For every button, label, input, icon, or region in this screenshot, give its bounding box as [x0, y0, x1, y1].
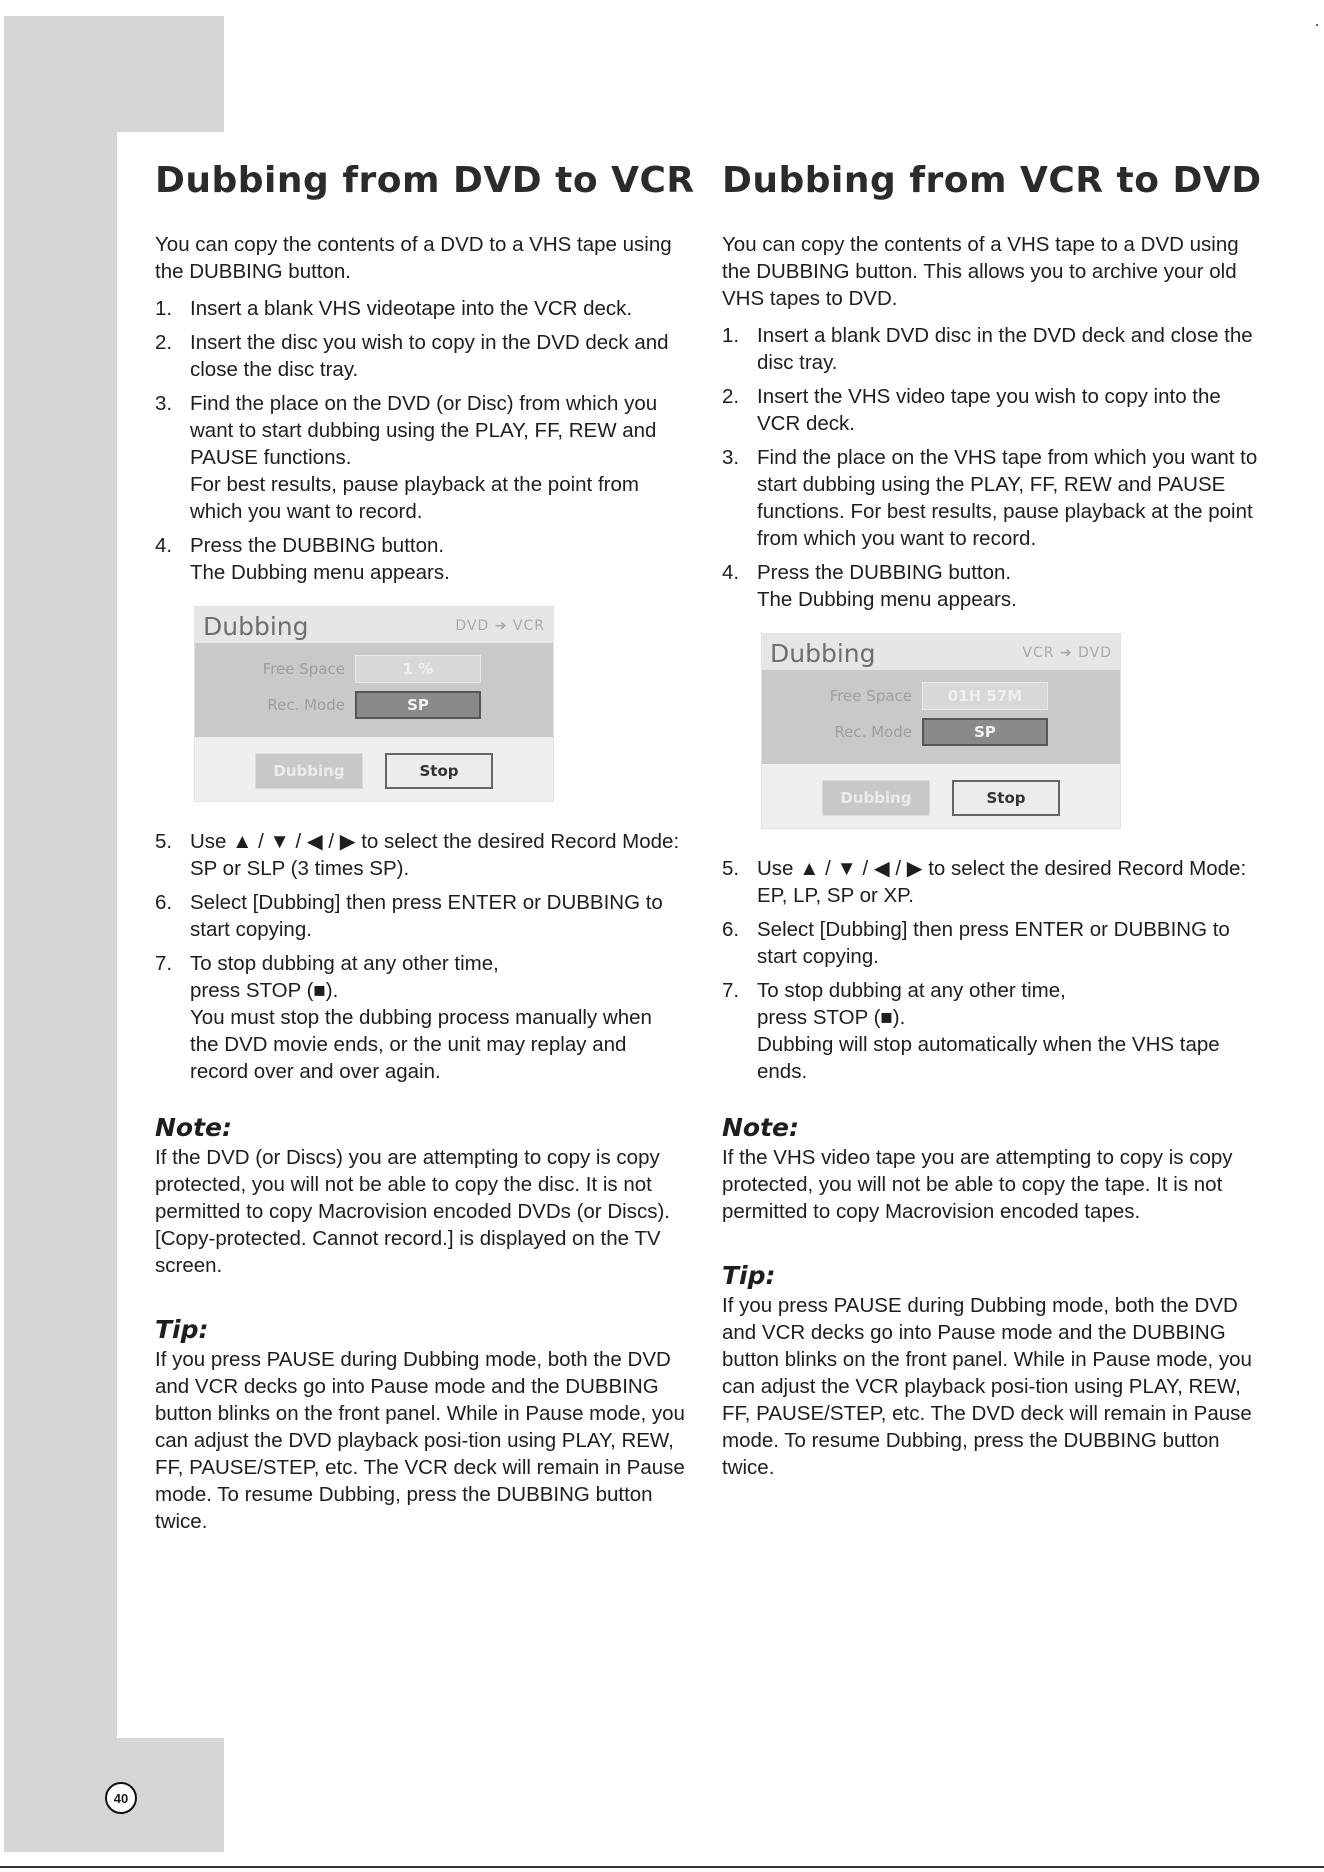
step-text: Insert the VHS video tape you wish to copy into the VCR deck. [757, 385, 1221, 435]
left-step-5 [155, 828, 685, 882]
step-number: 3. [722, 446, 740, 469]
menu-body [762, 670, 1120, 764]
right-tip-text: If you press PAUSE during Dubbing mode, both the DVD and VCR decks go into Pause mode and the DUBBING button blinks on the front panel. While in Pause mode, you can adjust the VCR playback posi-tion using PLAY, REW, FF, PAUSE/STEP, etc. The DVD deck will remain in Pause mode. To resume Dubbing, press the DUBBING button twice. [722, 1294, 1252, 1479]
step-text: Select [Dubbing] then press ENTER or DUBBING to start copying. [757, 918, 1230, 968]
menu-header [195, 607, 553, 643]
dubbing-button[interactable]: Dubbing [255, 753, 363, 789]
right-step-2 [722, 383, 1262, 437]
right-steps-a [722, 322, 1262, 613]
step-number: 1. [155, 297, 173, 320]
stop-button[interactable]: Stop [385, 753, 493, 789]
page-number: 40 [105, 1782, 137, 1814]
rec-mode-label: Rec. Mode [834, 723, 912, 741]
step-number: 4. [722, 561, 740, 584]
step-number: 4. [155, 534, 173, 557]
menu-body [195, 643, 553, 737]
step-text: Use ▲ / ▼ / ◀ / ▶ to select the desired Record Mode: SP or SLP (3 times SP). [190, 830, 680, 880]
right-heading: Dubbing from VCR to DVD [722, 160, 1262, 201]
menu-footer [195, 737, 553, 801]
menu-footer [762, 764, 1120, 828]
step-number: 6. [722, 918, 740, 941]
step-extra: The Dubbing menu appears. [757, 588, 1017, 611]
step-extra: You must stop the dubbing process manually when the DVD movie ends, or the unit may replay and record over and over again. [190, 1006, 652, 1083]
step-extra: Dubbing will stop automatically when the VHS tape ends. [757, 1033, 1220, 1083]
left-step-4 [155, 532, 685, 586]
menu-title: Dubbing [770, 638, 876, 668]
step-text: Press the DUBBING button. [190, 534, 445, 557]
page-bottom-rule [0, 1866, 1324, 1868]
step-text: Select [Dubbing] then press ENTER or DUBBING to start copying. [190, 891, 663, 941]
step-text: Press the DUBBING button. [757, 561, 1012, 584]
left-heading: Dubbing from DVD to VCR [155, 160, 695, 201]
step-text: Use ▲ / ▼ / ◀ / ▶ to select the desired Record Mode: EP, LP, SP or XP. [757, 857, 1247, 907]
right-step-1 [722, 322, 1262, 376]
left-column [155, 160, 695, 1535]
step-number: 1. [722, 324, 740, 347]
left-step-7 [155, 950, 685, 1085]
free-space-row [762, 678, 1120, 714]
step-line2: press STOP (■). [190, 979, 339, 1002]
left-note-title: Note: [155, 1113, 233, 1142]
stray-mark [1316, 24, 1318, 26]
right-note-text: If the VHS video tape you are attempting to copy is copy protected, you will not be able to copy the tape. It is not permitted to copy Macrovision encoded tapes. [722, 1146, 1233, 1223]
step-text: Insert the disc you wish to copy in the DVD deck and close the disc tray. [190, 331, 669, 381]
right-dubbing-menu [761, 633, 1121, 829]
right-step-5 [722, 855, 1262, 909]
left-note-text: If the DVD (or Discs) you are attempting to copy is copy protected, you will not be able to copy the disc. It is not permitted to copy Macrovision encoded DVDs (or Discs). [Copy-protected. Cannot record.] is displayed on the TV screen. [155, 1146, 670, 1277]
menu-route: VCR ➔ DVD [1022, 645, 1112, 661]
left-step-6 [155, 889, 685, 943]
step-number: 7. [722, 979, 740, 1002]
step-number: 6. [155, 891, 173, 914]
left-steps-a [155, 295, 685, 586]
free-space-value: 1 % [355, 655, 481, 683]
dubbing-button[interactable]: Dubbing [822, 780, 930, 816]
left-intro: You can copy the contents of a DVD to a VHS tape using the DUBBING button. [155, 233, 672, 283]
rec-mode-row [195, 687, 553, 723]
rec-mode-label: Rec. Mode [267, 696, 345, 714]
free-space-label: Free Space [262, 660, 345, 678]
left-step-2 [155, 329, 685, 383]
stop-button[interactable]: Stop [952, 780, 1060, 816]
rec-mode-value[interactable]: SP [355, 691, 481, 719]
step-text: To stop dubbing at any other time, [190, 952, 499, 975]
right-step-4 [722, 559, 1262, 613]
right-step-3 [722, 444, 1262, 552]
left-step-1 [155, 295, 685, 322]
right-intro: You can copy the contents of a VHS tape to a DVD using the DUBBING button. This allows you to archive your old VHS tapes to DVD. [722, 233, 1239, 310]
right-column [722, 160, 1262, 1481]
free-space-row [195, 651, 553, 687]
step-number: 3. [155, 392, 173, 415]
step-text: Insert a blank VHS videotape into the VCR deck. [190, 297, 633, 320]
left-step-3 [155, 390, 685, 525]
left-dubbing-menu [194, 606, 554, 802]
right-note-title: Note: [722, 1113, 800, 1142]
step-text: Find the place on the DVD (or Disc) from which you want to start dubbing using the PLAY, FF, REW and PAUSE functions. [190, 392, 658, 469]
page-side-strip [4, 16, 117, 1852]
step-number: 5. [155, 830, 173, 853]
right-tip-title: Tip: [722, 1261, 776, 1290]
step-number: 5. [722, 857, 740, 880]
menu-route: DVD ➔ VCR [455, 618, 545, 634]
left-tip-title: Tip: [155, 1315, 209, 1344]
step-text: To stop dubbing at any other time, [757, 979, 1066, 1002]
rec-mode-row [762, 714, 1120, 750]
step-line2: press STOP (■). [757, 1006, 906, 1029]
step-number: 2. [155, 331, 173, 354]
menu-title: Dubbing [203, 611, 309, 641]
left-steps-b [155, 828, 685, 1085]
step-text: Insert a blank DVD disc in the DVD deck and close the disc tray. [757, 324, 1253, 374]
free-space-label: Free Space [829, 687, 912, 705]
rec-mode-value[interactable]: SP [922, 718, 1048, 746]
free-space-value: 01H 57M [922, 682, 1048, 710]
menu-header [762, 634, 1120, 670]
step-extra: The Dubbing menu appears. [190, 561, 450, 584]
step-number: 2. [722, 385, 740, 408]
step-number: 7. [155, 952, 173, 975]
left-tip-text: If you press PAUSE during Dubbing mode, both the DVD and VCR decks go into Pause mode and the DUBBING button blinks on the front panel. While in Pause mode, you can adjust the DVD playback posi-tion using PLAY, REW, FF, PAUSE/STEP, etc. The VCR deck will remain in Pause mode. To resume Dubbing, press the DUBBING button twice. [155, 1348, 685, 1533]
step-extra: For best results, pause playback at the point from which you want to record. [190, 473, 639, 523]
step-text: Find the place on the VHS tape from which you want to start dubbing using the PLAY, FF, REW and PAUSE functions. For best results, pause playback at the point from which you want to record. [757, 446, 1258, 550]
right-steps-b [722, 855, 1262, 1085]
right-step-7 [722, 977, 1262, 1085]
right-step-6 [722, 916, 1262, 970]
